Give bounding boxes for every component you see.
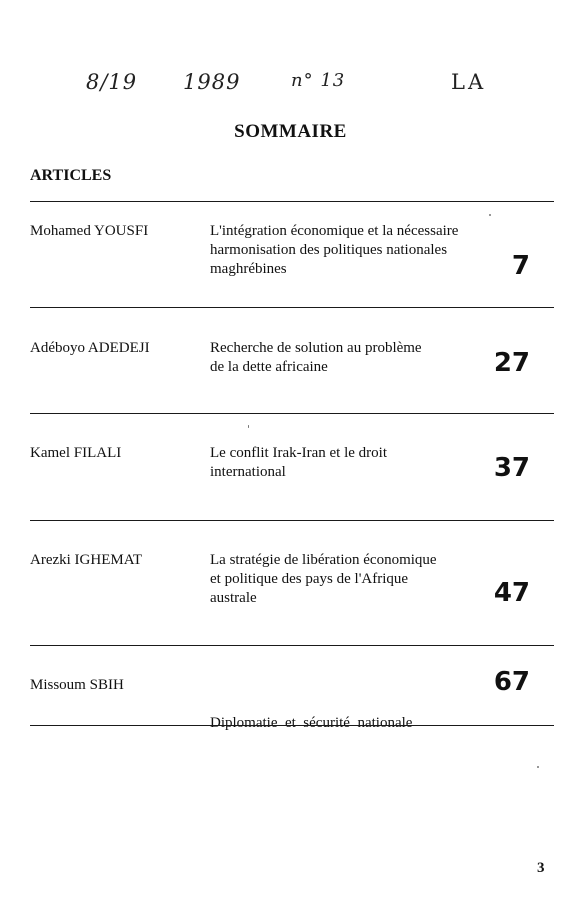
- entry-title-line: australe: [210, 590, 257, 606]
- entry-author: Kamel FILALI: [30, 445, 122, 461]
- handwritten-note: 8/19: [86, 70, 138, 94]
- scan-speck: [537, 766, 539, 768]
- entry-title-line: L'intégration économique et la nécessaire: [210, 223, 459, 239]
- entry-page-number: 67: [493, 667, 530, 697]
- divider: [30, 725, 554, 726]
- page-number: 3: [537, 860, 545, 876]
- scan-speck: [489, 214, 491, 216]
- entry-title-line: Recherche de solution au problème: [210, 340, 422, 356]
- handwritten-note: LA: [451, 70, 487, 94]
- divider: [30, 645, 554, 646]
- section-heading: ARTICLES: [30, 167, 112, 184]
- entry-title-line: maghrébines: [210, 261, 287, 277]
- entry-page-number: 27: [493, 348, 530, 378]
- entry-title-line: Diplomatie et sécurité nationale: [210, 715, 413, 731]
- entry-title: [210, 222, 510, 279]
- entry-author: Mohamed YOUSFI: [30, 223, 149, 239]
- entry-author: Adéboyo ADEDEJI: [30, 340, 150, 356]
- entry-author: Missoum SBIH: [30, 677, 124, 693]
- entry-title: [210, 444, 510, 482]
- entry-title: [210, 339, 510, 377]
- entry-title-line: et politique des pays de l'Afrique: [210, 571, 409, 587]
- entry-title-line: Le conflit Irak-Iran et le droit: [210, 445, 387, 461]
- entry-title-line: de la dette africaine: [210, 359, 328, 375]
- entry-title-line: harmonisation des politiques nationales: [210, 242, 448, 258]
- divider: [30, 307, 554, 308]
- divider: [30, 520, 554, 521]
- entry-page-number: 47: [493, 578, 530, 608]
- handwritten-note: 1989: [183, 70, 241, 94]
- entry-title: [210, 676, 510, 771]
- entry-title-line: international: [210, 464, 286, 480]
- handwritten-note: n° 13: [291, 70, 346, 91]
- entry-author: Arezki IGHEMAT: [30, 552, 143, 568]
- divider: [30, 201, 554, 202]
- entry-page-number: 7: [511, 251, 530, 281]
- page-title: SOMMAIRE: [234, 121, 347, 142]
- entry-title: [210, 551, 510, 608]
- entry-title-line: La stratégie de libération économique: [210, 552, 437, 568]
- divider: [30, 413, 554, 414]
- entry-page-number: 37: [493, 453, 530, 483]
- scan-speck: [248, 425, 249, 428]
